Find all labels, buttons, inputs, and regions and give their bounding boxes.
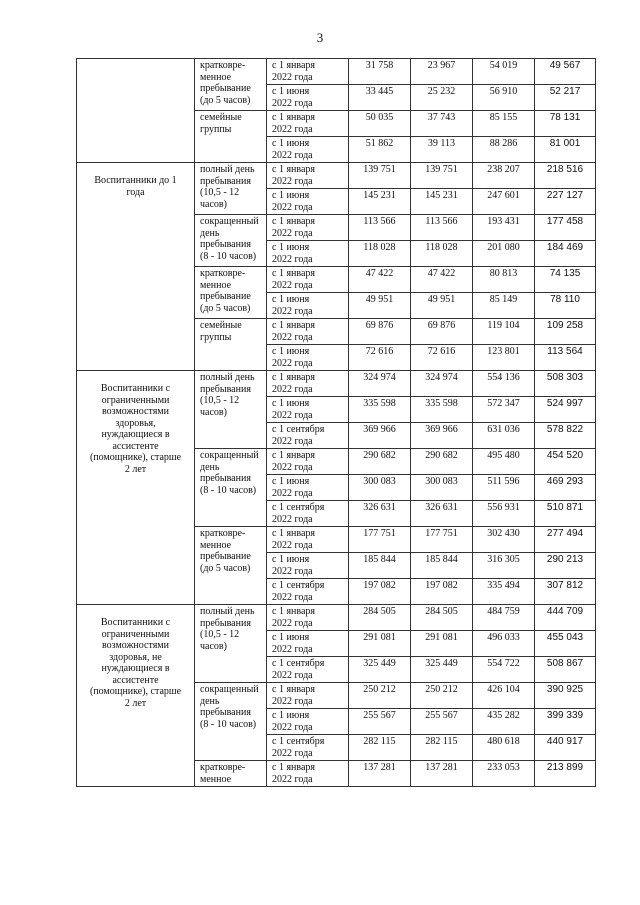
value-cell: 369 966 [411,423,473,449]
date-cell: с 1 января 2022 года [267,605,349,631]
date-cell: с 1 января 2022 года [267,527,349,553]
value-cell: 49 951 [349,293,411,319]
table-row [77,59,596,85]
value-cell: 185 844 [349,553,411,579]
value-cell: 300 083 [411,475,473,501]
value-cell: 31 758 [349,59,411,85]
value-cell: 85 155 [473,111,535,137]
value-cell: 291 081 [411,631,473,657]
table-row [77,605,596,631]
value-cell: 572 347 [473,397,535,423]
date-cell: с 1 сентября 2022 года [267,423,349,449]
value-cell: 325 449 [411,657,473,683]
value-cell: 118 028 [349,241,411,267]
value-cell: 399 339 [535,709,596,735]
date-cell: с 1 сентября 2022 года [267,657,349,683]
mode-cell: семейные группы [195,319,267,371]
value-cell: 78 131 [535,111,596,137]
value-cell: 177 458 [535,215,596,241]
value-cell: 284 505 [349,605,411,631]
value-cell: 508 867 [535,657,596,683]
value-cell: 123 801 [473,345,535,371]
value-cell: 444 709 [535,605,596,631]
group-cell: Воспитанники с ограниченными возможностями здоровья, не нуждающиеся в ассистенте (помощнике), старше 2 лет [77,605,195,787]
date-cell: с 1 января 2022 года [267,683,349,709]
value-cell: 510 871 [535,501,596,527]
date-cell: с 1 июня 2022 года [267,553,349,579]
value-cell: 201 080 [473,241,535,267]
date-cell: с 1 января 2022 года [267,319,349,345]
value-cell: 47 422 [349,267,411,293]
value-cell: 316 305 [473,553,535,579]
value-cell: 326 631 [411,501,473,527]
value-cell: 302 430 [473,527,535,553]
value-cell: 250 212 [349,683,411,709]
value-cell: 282 115 [411,735,473,761]
value-cell: 511 596 [473,475,535,501]
mode-cell: кратковре- менное пребывание (до 5 часов) [195,527,267,605]
table-row [77,371,596,397]
value-cell: 247 601 [473,189,535,215]
value-cell: 455 043 [535,631,596,657]
value-cell: 335 494 [473,579,535,605]
value-cell: 177 751 [349,527,411,553]
value-cell: 469 293 [535,475,596,501]
date-cell: с 1 сентября 2022 года [267,501,349,527]
value-cell: 185 844 [411,553,473,579]
value-cell: 137 281 [411,761,473,787]
date-cell: с 1 сентября 2022 года [267,579,349,605]
value-cell: 72 616 [411,345,473,371]
value-cell: 255 567 [349,709,411,735]
group-cell: Воспитанники с ограниченными возможностями здоровья, нуждающиеся в ассистенте (помощнике), старше 2 лет [77,371,195,605]
mode-cell: полный день пребывания (10,5 - 12 часов) [195,163,267,215]
value-cell: 47 422 [411,267,473,293]
value-cell: 233 053 [473,761,535,787]
mode-cell: кратковре- менное пребывание (до 5 часов) [195,59,267,111]
value-cell: 139 751 [349,163,411,189]
value-cell: 255 567 [411,709,473,735]
tariff-table [76,58,596,787]
value-cell: 554 136 [473,371,535,397]
date-cell: с 1 января 2022 года [267,111,349,137]
value-cell: 88 286 [473,137,535,163]
page-number: 3 [316,30,324,45]
date-cell: с 1 июня 2022 года [267,189,349,215]
value-cell: 480 618 [473,735,535,761]
value-cell: 78 110 [535,293,596,319]
value-cell: 109 258 [535,319,596,345]
date-cell: с 1 июня 2022 года [267,475,349,501]
date-cell: с 1 января 2022 года [267,449,349,475]
value-cell: 113 564 [535,345,596,371]
value-cell: 69 876 [411,319,473,345]
value-cell: 113 566 [349,215,411,241]
value-cell: 145 231 [411,189,473,215]
value-cell: 85 149 [473,293,535,319]
value-cell: 213 899 [535,761,596,787]
value-cell: 426 104 [473,683,535,709]
date-cell: с 1 января 2022 года [267,371,349,397]
value-cell: 554 722 [473,657,535,683]
date-cell: с 1 января 2022 года [267,267,349,293]
table-row [77,163,596,189]
value-cell: 218 516 [535,163,596,189]
value-cell: 118 028 [411,241,473,267]
value-cell: 435 282 [473,709,535,735]
date-cell: с 1 января 2022 года [267,761,349,787]
date-cell: с 1 июня 2022 года [267,709,349,735]
value-cell: 37 743 [411,111,473,137]
value-cell: 300 083 [349,475,411,501]
value-cell: 54 019 [473,59,535,85]
value-cell: 524 997 [535,397,596,423]
value-cell: 440 917 [535,735,596,761]
value-cell: 184 469 [535,241,596,267]
date-cell: с 1 июня 2022 года [267,631,349,657]
tariff-table-body [77,59,596,787]
value-cell: 113 566 [411,215,473,241]
mode-cell: сокращенный день пребывания (8 - 10 часов) [195,683,267,761]
value-cell: 282 115 [349,735,411,761]
value-cell: 33 445 [349,85,411,111]
date-cell: с 1 января 2022 года [267,163,349,189]
value-cell: 307 812 [535,579,596,605]
value-cell: 193 431 [473,215,535,241]
value-cell: 335 598 [349,397,411,423]
value-cell: 369 966 [349,423,411,449]
date-cell: с 1 июня 2022 года [267,397,349,423]
mode-cell: сокращенный день пребывания (8 - 10 часов) [195,449,267,527]
date-cell: с 1 июня 2022 года [267,85,349,111]
value-cell: 52 217 [535,85,596,111]
value-cell: 74 135 [535,267,596,293]
value-cell: 39 113 [411,137,473,163]
mode-cell: семейные группы [195,111,267,163]
value-cell: 324 974 [411,371,473,397]
mode-cell: полный день пребывания (10,5 - 12 часов) [195,371,267,449]
value-cell: 25 232 [411,85,473,111]
value-cell: 484 759 [473,605,535,631]
date-cell: с 1 июня 2022 года [267,293,349,319]
value-cell: 290 213 [535,553,596,579]
value-cell: 137 281 [349,761,411,787]
value-cell: 197 082 [349,579,411,605]
value-cell: 556 931 [473,501,535,527]
value-cell: 238 207 [473,163,535,189]
group-cell: Воспитанники до 1 года [77,163,195,371]
value-cell: 324 974 [349,371,411,397]
date-cell: с 1 июня 2022 года [267,137,349,163]
value-cell: 197 082 [411,579,473,605]
value-cell: 250 212 [411,683,473,709]
date-cell: с 1 июня 2022 года [267,241,349,267]
value-cell: 23 967 [411,59,473,85]
value-cell: 290 682 [349,449,411,475]
value-cell: 496 033 [473,631,535,657]
value-cell: 326 631 [349,501,411,527]
value-cell: 227 127 [535,189,596,215]
value-cell: 454 520 [535,449,596,475]
value-cell: 284 505 [411,605,473,631]
value-cell: 177 751 [411,527,473,553]
value-cell: 80 813 [473,267,535,293]
value-cell: 508 303 [535,371,596,397]
value-cell: 290 682 [411,449,473,475]
date-cell: с 1 января 2022 года [267,59,349,85]
date-cell: с 1 января 2022 года [267,215,349,241]
mode-cell: полный день пребывания (10,5 - 12 часов) [195,605,267,683]
value-cell: 49 951 [411,293,473,319]
value-cell: 49 567 [535,59,596,85]
value-cell: 578 822 [535,423,596,449]
mode-cell: кратковре- менное пребывание (до 5 часов) [195,267,267,319]
group-cell [77,59,195,163]
date-cell: с 1 июня 2022 года [267,345,349,371]
value-cell: 335 598 [411,397,473,423]
mode-cell: сокращенный день пребывания (8 - 10 часов) [195,215,267,267]
value-cell: 69 876 [349,319,411,345]
value-cell: 56 910 [473,85,535,111]
mode-cell: кратковре- менное [195,761,267,787]
date-cell: с 1 сентября 2022 года [267,735,349,761]
value-cell: 50 035 [349,111,411,137]
value-cell: 119 104 [473,319,535,345]
value-cell: 139 751 [411,163,473,189]
value-cell: 81 001 [535,137,596,163]
value-cell: 390 925 [535,683,596,709]
value-cell: 631 036 [473,423,535,449]
value-cell: 325 449 [349,657,411,683]
value-cell: 72 616 [349,345,411,371]
value-cell: 51 862 [349,137,411,163]
value-cell: 495 480 [473,449,535,475]
value-cell: 277 494 [535,527,596,553]
value-cell: 291 081 [349,631,411,657]
value-cell: 145 231 [349,189,411,215]
